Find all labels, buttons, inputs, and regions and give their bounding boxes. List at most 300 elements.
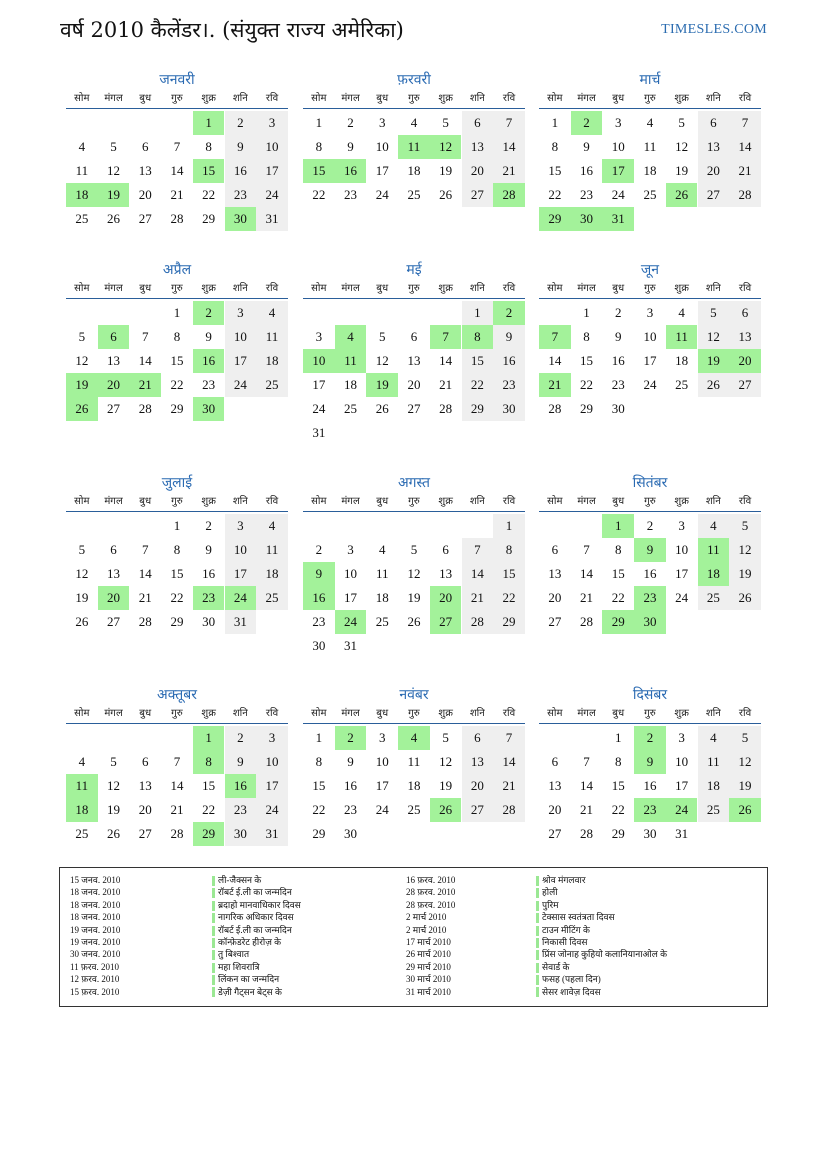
day-cell[interactable]: 12 — [375, 353, 389, 368]
day-cell[interactable]: 31 — [256, 207, 288, 231]
day-cell[interactable]: 3 — [678, 518, 685, 533]
day-cell[interactable]: 27 — [548, 614, 562, 629]
day-cell[interactable]: 13 — [107, 353, 121, 368]
day-cell[interactable]: 22 — [312, 802, 326, 817]
day-cell[interactable]: 28 — [548, 401, 562, 416]
holiday-day-cell[interactable]: 11 — [66, 774, 98, 798]
day-cell[interactable]: 28 — [170, 211, 184, 226]
day-cell[interactable]: 15 — [611, 566, 625, 581]
day-cell[interactable]: 12 — [75, 353, 89, 368]
day-cell[interactable]: 3 — [678, 730, 685, 745]
day-cell[interactable]: 17 — [643, 353, 657, 368]
day-cell[interactable]: 31 — [675, 826, 689, 841]
day-cell[interactable]: 17 — [256, 774, 288, 798]
holiday-day-cell[interactable]: 24 — [225, 586, 257, 610]
day-cell[interactable]: 25 — [256, 586, 288, 610]
day-cell[interactable]: 28 — [493, 798, 525, 822]
holiday-day-cell[interactable]: 26 — [666, 183, 698, 207]
day-cell[interactable]: 21 — [580, 802, 594, 817]
holiday-day-cell[interactable]: 23 — [634, 586, 666, 610]
day-cell[interactable]: 8 — [173, 542, 181, 557]
day-cell[interactable]: 12 — [729, 750, 761, 774]
holiday-day-cell[interactable]: 2 — [571, 111, 603, 135]
day-cell[interactable]: 11 — [256, 325, 288, 349]
holiday-day-cell[interactable]: 21 — [539, 373, 571, 397]
day-cell[interactable]: 26 — [729, 586, 761, 610]
day-cell[interactable]: 29 — [312, 826, 326, 841]
day-cell[interactable]: 19 — [675, 163, 689, 178]
day-cell[interactable]: 11 — [375, 566, 389, 581]
day-cell[interactable]: 29 — [170, 401, 184, 416]
day-cell[interactable]: 16 — [202, 566, 216, 581]
day-cell[interactable]: 12 — [729, 538, 761, 562]
day-cell[interactable]: 8 — [614, 754, 622, 769]
day-cell[interactable]: 8 — [551, 139, 559, 154]
day-cell[interactable]: 30 — [643, 826, 657, 841]
day-cell[interactable]: 14 — [580, 566, 594, 581]
day-cell[interactable]: 31 — [256, 822, 288, 846]
day-cell[interactable]: 25 — [675, 377, 689, 392]
day-cell[interactable]: 23 — [225, 798, 257, 822]
day-cell[interactable]: 4 — [256, 514, 288, 538]
day-cell[interactable]: 20 — [138, 187, 152, 202]
day-cell[interactable]: 1 — [614, 730, 622, 745]
day-cell[interactable]: 13 — [729, 325, 761, 349]
day-cell[interactable]: 9 — [225, 750, 257, 774]
day-cell[interactable]: 25 — [344, 401, 358, 416]
day-cell[interactable]: 1 — [315, 730, 323, 745]
day-cell[interactable]: 8 — [614, 542, 622, 557]
holiday-day-cell[interactable]: 10 — [303, 349, 335, 373]
day-cell[interactable]: 9 — [583, 139, 590, 154]
day-cell[interactable]: 6 — [110, 542, 117, 557]
day-cell[interactable]: 22 — [462, 373, 494, 397]
day-cell[interactable]: 23 — [611, 377, 625, 392]
day-cell[interactable]: 18 — [344, 377, 358, 392]
day-cell[interactable]: 22 — [493, 586, 525, 610]
holiday-day-cell[interactable]: 2 — [634, 726, 666, 750]
holiday-day-cell[interactable]: 20 — [729, 349, 761, 373]
day-cell[interactable]: 7 — [141, 329, 149, 344]
day-cell[interactable]: 1 — [173, 518, 181, 533]
day-cell[interactable]: 31 — [312, 425, 326, 440]
holiday-day-cell[interactable]: 11 — [335, 349, 367, 373]
holiday-day-cell[interactable]: 18 — [698, 562, 730, 586]
day-cell[interactable]: 19 — [439, 163, 453, 178]
holiday-day-cell[interactable]: 19 — [698, 349, 730, 373]
day-cell[interactable]: 20 — [548, 802, 562, 817]
day-cell[interactable]: 24 — [256, 183, 288, 207]
holiday-day-cell[interactable]: 16 — [193, 349, 225, 373]
day-cell[interactable]: 6 — [410, 329, 418, 344]
holiday-day-cell[interactable]: 19 — [66, 373, 98, 397]
day-cell[interactable]: 4 — [678, 305, 685, 320]
day-cell[interactable]: 26 — [439, 187, 453, 202]
day-cell[interactable]: 7 — [493, 111, 525, 135]
day-cell[interactable]: 5 — [110, 754, 117, 769]
holiday-day-cell[interactable]: 26 — [430, 798, 462, 822]
day-cell[interactable]: 1 — [583, 305, 590, 320]
day-cell[interactable]: 5 — [442, 115, 449, 130]
day-cell[interactable]: 29 — [462, 397, 494, 421]
day-cell[interactable]: 24 — [256, 798, 288, 822]
day-cell[interactable]: 5 — [78, 329, 86, 344]
day-cell[interactable]: 10 — [225, 325, 257, 349]
day-cell[interactable]: 12 — [75, 566, 89, 581]
day-cell[interactable]: 20 — [548, 590, 562, 605]
site-link[interactable]: TIMESLES.COM — [661, 22, 767, 37]
day-cell[interactable]: 7 — [729, 111, 761, 135]
day-cell[interactable]: 17 — [675, 566, 689, 581]
day-cell[interactable]: 24 — [643, 377, 657, 392]
day-cell[interactable]: 16 — [493, 349, 525, 373]
day-cell[interactable]: 16 — [611, 353, 625, 368]
day-cell[interactable]: 9 — [205, 542, 212, 557]
day-cell[interactable]: 3 — [225, 301, 257, 325]
day-cell[interactable]: 1 — [462, 301, 494, 325]
day-cell[interactable]: 7 — [583, 542, 590, 557]
day-cell[interactable]: 27 — [729, 373, 761, 397]
day-cell[interactable]: 19 — [729, 562, 761, 586]
day-cell[interactable]: 17 — [225, 562, 257, 586]
day-cell[interactable]: 16 — [643, 566, 657, 581]
day-cell[interactable]: 18 — [256, 562, 288, 586]
day-cell[interactable]: 13 — [462, 135, 494, 159]
day-cell[interactable]: 30 — [344, 826, 358, 841]
day-cell[interactable]: 25 — [256, 373, 288, 397]
day-cell[interactable]: 27 — [107, 401, 121, 416]
day-cell[interactable]: 24 — [675, 590, 689, 605]
day-cell[interactable]: 28 — [462, 610, 494, 634]
day-cell[interactable]: 5 — [78, 542, 86, 557]
day-cell[interactable]: 22 — [548, 187, 562, 202]
holiday-day-cell[interactable]: 4 — [335, 325, 367, 349]
holiday-day-cell[interactable]: 19 — [98, 183, 130, 207]
day-cell[interactable]: 13 — [439, 566, 453, 581]
holiday-day-cell[interactable]: 27 — [430, 610, 462, 634]
day-cell[interactable]: 11 — [407, 754, 421, 769]
holiday-day-cell[interactable]: 9 — [634, 750, 666, 774]
day-cell[interactable]: 21 — [439, 377, 453, 392]
day-cell[interactable]: 15 — [580, 353, 594, 368]
day-cell[interactable]: 30 — [611, 401, 625, 416]
day-cell[interactable]: 14 — [170, 163, 184, 178]
day-cell[interactable]: 10 — [225, 538, 257, 562]
day-cell[interactable]: 25 — [698, 798, 730, 822]
day-cell[interactable]: 14 — [493, 750, 525, 774]
day-cell[interactable]: 25 — [698, 586, 730, 610]
day-cell[interactable]: 22 — [202, 802, 216, 817]
day-cell[interactable]: 10 — [375, 754, 389, 769]
day-cell[interactable]: 30 — [312, 638, 326, 653]
day-cell[interactable]: 3 — [315, 329, 323, 344]
day-cell[interactable]: 25 — [643, 187, 657, 202]
day-cell[interactable]: 13 — [138, 778, 152, 793]
day-cell[interactable]: 18 — [407, 778, 421, 793]
day-cell[interactable]: 6 — [462, 111, 494, 135]
day-cell[interactable]: 21 — [729, 159, 761, 183]
day-cell[interactable]: 3 — [347, 542, 354, 557]
day-cell[interactable]: 6 — [141, 139, 149, 154]
holiday-day-cell[interactable]: 17 — [602, 159, 634, 183]
holiday-day-cell[interactable]: 23 — [193, 586, 225, 610]
day-cell[interactable]: 15 — [170, 353, 184, 368]
day-cell[interactable]: 31 — [225, 610, 257, 634]
day-cell[interactable]: 14 — [462, 562, 494, 586]
day-cell[interactable]: 24 — [312, 401, 326, 416]
holiday-day-cell[interactable]: 1 — [193, 726, 225, 750]
day-cell[interactable]: 20 — [138, 802, 152, 817]
holiday-day-cell[interactable]: 31 — [602, 207, 634, 231]
day-cell[interactable]: 12 — [698, 325, 730, 349]
holiday-day-cell[interactable]: 12 — [430, 135, 462, 159]
day-cell[interactable]: 15 — [548, 163, 562, 178]
day-cell[interactable]: 21 — [493, 159, 525, 183]
holiday-day-cell[interactable]: 29 — [193, 822, 225, 846]
day-cell[interactable]: 7 — [493, 726, 525, 750]
day-cell[interactable]: 1 — [551, 115, 559, 130]
day-cell[interactable]: 14 — [548, 353, 562, 368]
day-cell[interactable]: 5 — [442, 730, 449, 745]
day-cell[interactable]: 7 — [462, 538, 494, 562]
day-cell[interactable]: 13 — [407, 353, 421, 368]
day-cell[interactable]: 5 — [378, 329, 386, 344]
holiday-day-cell[interactable]: 30 — [634, 610, 666, 634]
day-cell[interactable]: 27 — [107, 614, 121, 629]
holiday-day-cell[interactable]: 16 — [335, 159, 367, 183]
day-cell[interactable]: 13 — [548, 566, 562, 581]
day-cell[interactable]: 1 — [493, 514, 525, 538]
day-cell[interactable]: 15 — [611, 778, 625, 793]
day-cell[interactable]: 11 — [256, 538, 288, 562]
holiday-day-cell[interactable]: 19 — [366, 373, 398, 397]
day-cell[interactable]: 27 — [698, 183, 730, 207]
day-cell[interactable]: 21 — [580, 590, 594, 605]
day-cell[interactable]: 23 — [580, 187, 594, 202]
day-cell[interactable]: 10 — [675, 542, 689, 557]
day-cell[interactable]: 15 — [462, 349, 494, 373]
day-cell[interactable]: 22 — [170, 377, 184, 392]
day-cell[interactable]: 26 — [107, 826, 121, 841]
day-cell[interactable]: 24 — [375, 187, 389, 202]
day-cell[interactable]: 8 — [493, 538, 525, 562]
day-cell[interactable]: 9 — [347, 139, 354, 154]
day-cell[interactable]: 12 — [675, 139, 689, 154]
day-cell[interactable]: 27 — [138, 826, 152, 841]
day-cell[interactable]: 25 — [375, 614, 389, 629]
day-cell[interactable]: 21 — [493, 774, 525, 798]
day-cell[interactable]: 6 — [462, 726, 494, 750]
holiday-day-cell[interactable]: 28 — [493, 183, 525, 207]
day-cell[interactable]: 7 — [173, 139, 181, 154]
day-cell[interactable]: 13 — [138, 163, 152, 178]
day-cell[interactable]: 17 — [225, 349, 257, 373]
day-cell[interactable]: 17 — [375, 163, 389, 178]
day-cell[interactable]: 25 — [407, 802, 421, 817]
day-cell[interactable]: 25 — [75, 826, 89, 841]
holiday-day-cell[interactable]: 30 — [571, 207, 603, 231]
holiday-day-cell[interactable]: 1 — [193, 111, 225, 135]
day-cell[interactable]: 5 — [410, 542, 418, 557]
day-cell[interactable]: 12 — [107, 778, 121, 793]
holiday-day-cell[interactable]: 7 — [539, 325, 571, 349]
day-cell[interactable]: 29 — [493, 610, 525, 634]
day-cell[interactable]: 16 — [225, 159, 257, 183]
day-cell[interactable]: 8 — [583, 329, 590, 344]
day-cell[interactable]: 6 — [551, 542, 559, 557]
day-cell[interactable]: 19 — [107, 802, 121, 817]
day-cell[interactable]: 17 — [256, 159, 288, 183]
holiday-day-cell[interactable]: 30 — [193, 397, 225, 421]
day-cell[interactable]: 29 — [170, 614, 184, 629]
day-cell[interactable]: 21 — [170, 187, 184, 202]
day-cell[interactable]: 9 — [225, 135, 257, 159]
holiday-day-cell[interactable]: 15 — [303, 159, 335, 183]
day-cell[interactable]: 2 — [315, 542, 323, 557]
day-cell[interactable]: 28 — [138, 401, 152, 416]
day-cell[interactable]: 20 — [462, 159, 494, 183]
day-cell[interactable]: 3 — [225, 514, 257, 538]
day-cell[interactable]: 14 — [138, 353, 152, 368]
day-cell[interactable]: 10 — [643, 329, 657, 344]
day-cell[interactable]: 13 — [548, 778, 562, 793]
day-cell[interactable]: 12 — [439, 754, 453, 769]
holiday-day-cell[interactable]: 11 — [666, 325, 698, 349]
day-cell[interactable]: 23 — [493, 373, 525, 397]
day-cell[interactable]: 9 — [205, 329, 212, 344]
day-cell[interactable]: 16 — [580, 163, 594, 178]
holiday-day-cell[interactable]: 9 — [303, 562, 335, 586]
day-cell[interactable]: 19 — [407, 590, 421, 605]
day-cell[interactable]: 14 — [493, 135, 525, 159]
day-cell[interactable]: 23 — [312, 614, 326, 629]
day-cell[interactable]: 13 — [107, 566, 121, 581]
day-cell[interactable]: 19 — [75, 590, 89, 605]
day-cell[interactable]: 3 — [378, 730, 386, 745]
day-cell[interactable]: 6 — [551, 754, 559, 769]
day-cell[interactable]: 28 — [580, 826, 594, 841]
day-cell[interactable]: 29 — [580, 401, 594, 416]
holiday-day-cell[interactable]: 16 — [303, 586, 335, 610]
day-cell[interactable]: 7 — [141, 542, 149, 557]
day-cell[interactable]: 7 — [583, 754, 590, 769]
day-cell[interactable]: 14 — [729, 135, 761, 159]
holiday-day-cell[interactable]: 26 — [66, 397, 98, 421]
day-cell[interactable]: 19 — [729, 774, 761, 798]
day-cell[interactable]: 3 — [256, 111, 288, 135]
day-cell[interactable]: 22 — [611, 590, 625, 605]
day-cell[interactable]: 22 — [202, 187, 216, 202]
day-cell[interactable]: 6 — [442, 542, 449, 557]
day-cell[interactable]: 26 — [698, 373, 730, 397]
day-cell[interactable]: 9 — [493, 325, 525, 349]
holiday-day-cell[interactable]: 8 — [193, 750, 225, 774]
day-cell[interactable]: 14 — [439, 353, 453, 368]
day-cell[interactable]: 22 — [170, 590, 184, 605]
day-cell[interactable]: 14 — [170, 778, 184, 793]
day-cell[interactable]: 16 — [643, 778, 657, 793]
day-cell[interactable]: 18 — [675, 353, 689, 368]
holiday-day-cell[interactable]: 18 — [66, 183, 98, 207]
day-cell[interactable]: 18 — [407, 163, 421, 178]
day-cell[interactable]: 10 — [675, 754, 689, 769]
holiday-day-cell[interactable]: 26 — [729, 798, 761, 822]
day-cell[interactable]: 1 — [315, 115, 323, 130]
holiday-day-cell[interactable]: 20 — [98, 373, 130, 397]
day-cell[interactable]: 4 — [256, 301, 288, 325]
day-cell[interactable]: 18 — [698, 774, 730, 798]
day-cell[interactable]: 28 — [138, 614, 152, 629]
day-cell[interactable]: 2 — [614, 305, 622, 320]
day-cell[interactable]: 26 — [75, 614, 89, 629]
day-cell[interactable]: 27 — [462, 798, 494, 822]
day-cell[interactable]: 15 — [170, 566, 184, 581]
day-cell[interactable]: 2 — [225, 726, 257, 750]
day-cell[interactable]: 8 — [205, 139, 212, 154]
day-cell[interactable]: 22 — [580, 377, 594, 392]
holiday-day-cell[interactable]: 30 — [225, 207, 257, 231]
holiday-day-cell[interactable]: 6 — [98, 325, 130, 349]
day-cell[interactable]: 5 — [729, 726, 761, 750]
day-cell[interactable]: 20 — [698, 159, 730, 183]
day-cell[interactable]: 24 — [225, 373, 257, 397]
holiday-day-cell[interactable]: 11 — [398, 135, 430, 159]
day-cell[interactable]: 14 — [580, 778, 594, 793]
holiday-day-cell[interactable]: 2 — [493, 301, 525, 325]
day-cell[interactable]: 4 — [646, 115, 654, 130]
day-cell[interactable]: 30 — [493, 397, 525, 421]
day-cell[interactable]: 30 — [225, 822, 257, 846]
holiday-day-cell[interactable]: 2 — [335, 726, 367, 750]
holiday-day-cell[interactable]: 15 — [193, 159, 225, 183]
day-cell[interactable]: 17 — [675, 778, 689, 793]
day-cell[interactable]: 10 — [375, 139, 389, 154]
day-cell[interactable]: 13 — [462, 750, 494, 774]
day-cell[interactable]: 9 — [614, 329, 622, 344]
day-cell[interactable]: 7 — [173, 754, 181, 769]
day-cell[interactable]: 3 — [614, 115, 622, 130]
day-cell[interactable]: 27 — [462, 183, 494, 207]
day-cell[interactable]: 3 — [256, 726, 288, 750]
day-cell[interactable]: 12 — [407, 566, 421, 581]
day-cell[interactable]: 26 — [375, 401, 389, 416]
day-cell[interactable]: 5 — [110, 139, 117, 154]
day-cell[interactable]: 4 — [378, 542, 386, 557]
day-cell[interactable]: 21 — [138, 590, 152, 605]
day-cell[interactable]: 4 — [78, 754, 86, 769]
day-cell[interactable]: 26 — [107, 211, 121, 226]
day-cell[interactable]: 15 — [312, 778, 326, 793]
holiday-day-cell[interactable]: 7 — [430, 325, 462, 349]
day-cell[interactable]: 5 — [729, 514, 761, 538]
day-cell[interactable]: 1 — [173, 305, 181, 320]
day-cell[interactable]: 28 — [439, 401, 453, 416]
day-cell[interactable]: 4 — [698, 514, 730, 538]
day-cell[interactable]: 2 — [225, 111, 257, 135]
day-cell[interactable]: 11 — [698, 750, 730, 774]
day-cell[interactable]: 2 — [205, 518, 212, 533]
day-cell[interactable]: 8 — [315, 754, 323, 769]
day-cell[interactable]: 5 — [698, 301, 730, 325]
day-cell[interactable]: 6 — [729, 301, 761, 325]
day-cell[interactable]: 27 — [548, 826, 562, 841]
day-cell[interactable]: 30 — [202, 614, 216, 629]
day-cell[interactable]: 8 — [315, 139, 323, 154]
holiday-day-cell[interactable]: 8 — [462, 325, 494, 349]
holiday-day-cell[interactable]: 16 — [225, 774, 257, 798]
day-cell[interactable]: 28 — [170, 826, 184, 841]
day-cell[interactable]: 20 — [407, 377, 421, 392]
